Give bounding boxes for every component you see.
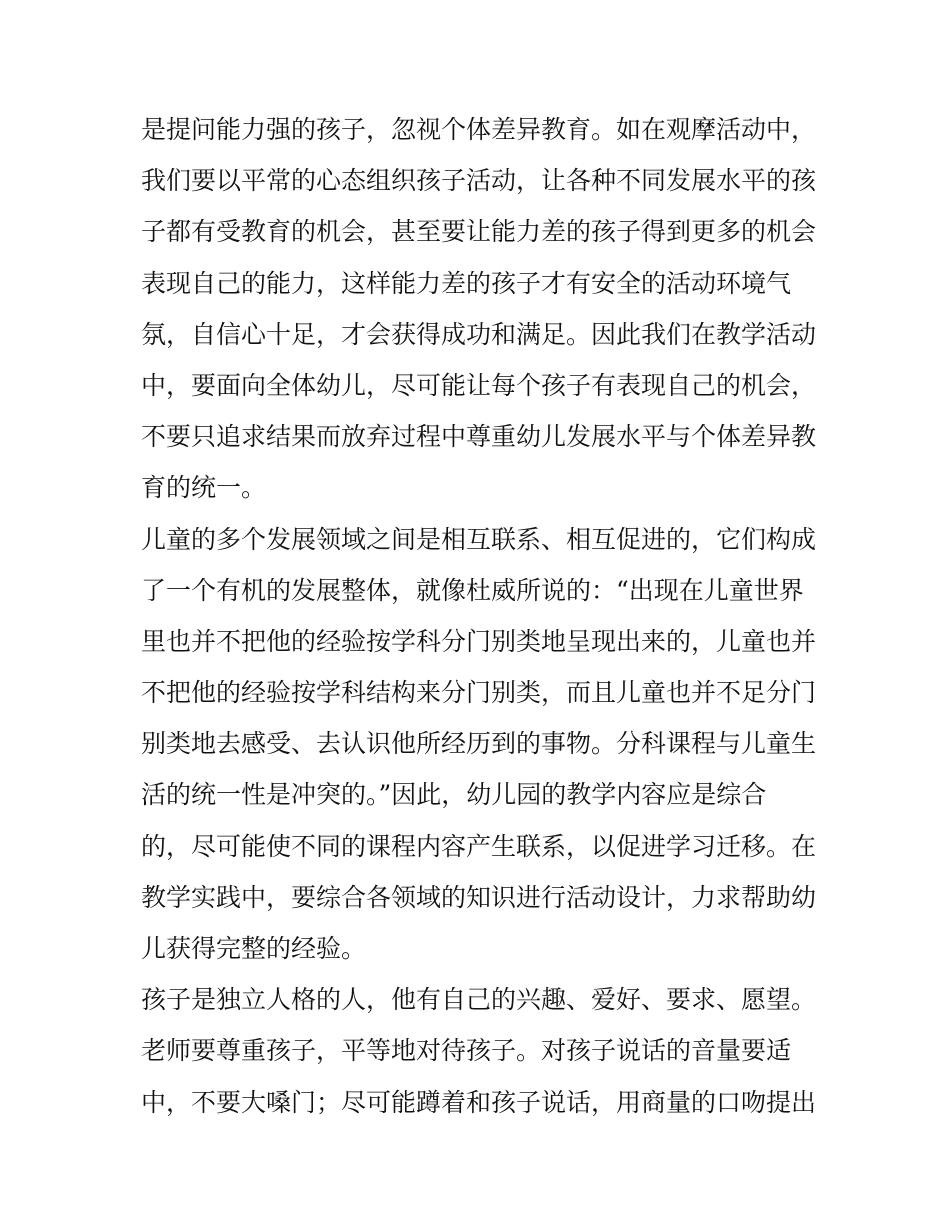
text-line: 儿童的多个发展领域之间是相互联系、相互促进的，它们构成 — [141, 524, 817, 554]
text-line: 不把他的经验按学科结构来分门别类，而且儿童也并不足分门 — [141, 678, 817, 708]
text-line: 儿获得完整的经验。 — [141, 934, 367, 963]
text-line: 育的统一。 — [141, 473, 267, 503]
text-line: 中，不要大嗓门；尽可能蹲着和孩子说话，用商量的口吻提出 — [141, 1087, 817, 1117]
text-line: 我们要以平常的心态组织孩子活动，让各种不同发展水平的孩 — [141, 166, 817, 196]
text-line: 了一个有机的发展整体，就像杜威所说的：“出现在儿童世界 — [141, 575, 804, 605]
text-line: 不要只追求结果而放弃过程中尊重幼儿发展水平与个体差异教 — [141, 422, 817, 452]
text-line: 氛，自信心十足，才会获得成功和满足。因此我们在教学活动 — [141, 319, 817, 349]
text-line: 教学实践中，要综合各领域的知识进行活动设计，力求帮助幼 — [141, 882, 817, 912]
text-line: 是提问能力强的孩子，忽视个体差异教育。如在观摩活动中， — [141, 115, 817, 144]
text-line: 表现自己的能力，这样能力差的孩子才有安全的活动环境气 — [141, 268, 792, 298]
text-line: 老师要尊重孩子，平等地对待孩子。对孩子说话的音量要适 — [141, 1036, 792, 1066]
text-line: 活的统一性是冲突的。”因此，幼儿园的教学内容应是综合 — [141, 780, 767, 810]
text-line: 别类地去感受、去认识他所经历到的事物。分科课程与儿童生 — [141, 729, 817, 759]
text-line: 子都有受教育的机会，甚至要让能力差的孩子得到更多的机会 — [141, 217, 817, 247]
text-line: 的，尽可能使不同的课程内容产生联系，以促进学习迁移。在 — [141, 831, 817, 861]
text-line: 里也并不把他的经验按学科分门别类地呈现出来的，儿童也并 — [141, 626, 817, 656]
text-line: 孩子是独立人格的人，他有自己的兴趣、爱好、要求、愿望。 — [141, 985, 817, 1015]
body-text — [141, 104, 821, 1128]
text-line: 中，要面向全体幼儿，尽可能让每个孩子有表现自己的机会， — [141, 370, 817, 400]
